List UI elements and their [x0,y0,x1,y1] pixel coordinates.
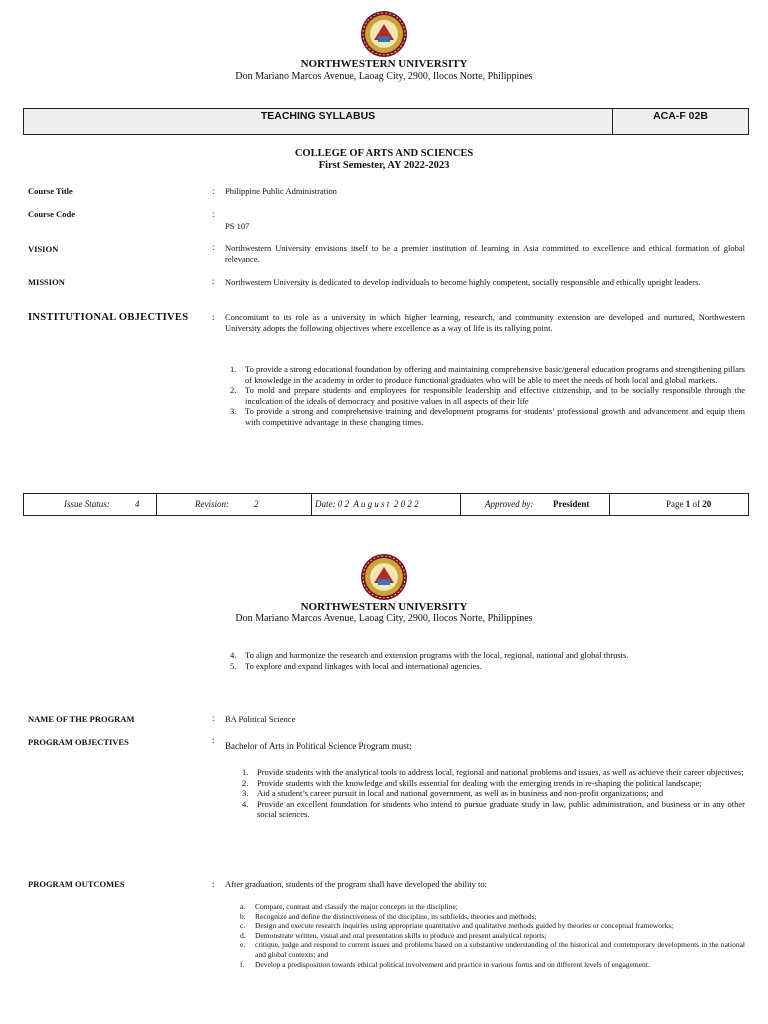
university-seal-logo [360,553,408,601]
list-item: f. Develop a predisposition towards ethical political involvement and practice in various forms and on different levels of engagement. [240,959,650,969]
list-item: a. Compare, contrast and classify the major concepts in the discipline; [240,902,458,911]
colon: : [212,209,215,219]
syllabus-header-box [23,108,749,135]
course-title-label: Course Title [28,186,73,196]
course-code-label: Course Code [28,209,75,219]
university-seal-logo [360,10,408,58]
institutional-objectives-label: INSTITUTIONAL OBJECTIVES [28,312,189,323]
institutional-objectives-intro: Concomitant to its role as a university in which higher learning, research, and community extension are developed and nurtured, Northwestern University adopts the following objectives where excellence as a way of life is its rallying point. [225,312,745,333]
list-item: 4. To align and harmonize the research and extension programs with the local, regional, national and global thrusts. [230,650,629,660]
colon: : [212,312,215,322]
colon: : [212,713,215,723]
colon: : [212,879,215,889]
document-footer [23,493,749,516]
colon: : [212,276,215,286]
colon: : [212,186,215,196]
semester-label: First Semester, AY 2022-2023 [318,160,450,171]
university-name: NORTHWESTERN UNIVERSITY [300,58,468,70]
list-item: 5. To explore and expand linkages with local and international agencies. [230,660,482,671]
issue-status-label: Issue Status: [64,499,110,509]
program-outcomes-intro: After graduation, students of the program shall have developed the ability to: [225,879,488,889]
program-objectives-label: PROGRAM OBJECTIVES [28,737,129,747]
revision-value: 2 [254,499,259,509]
date-text: Date: 0 2 A u g u s t 2 0 2 2 [315,499,419,509]
program-name-value: BA Political Science [225,714,296,724]
list-item: 3. To provide a strong and comprehensive training and development programs for students’ professional growth and advancement and equip them with competitive advantage in these changing times. [230,406,745,427]
program-outcomes-label: PROGRAM OUTCOMES [28,879,125,889]
approved-by-value: President [553,499,590,509]
list-item: d. Demonstrate written, visual and oral presentation skills to produce and present analytical reports; [240,930,547,940]
course-title-value: Philippine Public Administration [225,186,337,196]
list-item: 1. Provide students with the analytical tools to address local, regional and national problems and issues, as well as achieve their career objectives; [242,767,744,777]
college-name: COLLEGE OF ARTS AND SCIENCES [294,148,474,159]
list-item: b. Recognize and define the distinctiveness of the discipline, its subfields, theories and methods; [240,911,537,921]
colon: : [212,735,215,745]
university-address: Don Mariano Marcos Avenue, Laoag City, 2900, Ilocos Norte, Philippines [235,613,533,624]
list-item: 3. Aid a student’s career pursuit in local and national government, as well as in business and non-profit organizations; and [242,788,664,798]
approved-by-label: Approved by: [485,499,534,509]
university-name: NORTHWESTERN UNIVERSITY [300,601,468,613]
list-item: c. Design and execute research inquiries using appropriate quantitative and qualitative methods guided by theories or conceptual frameworks; [240,921,674,931]
program-outcomes-list [240,902,745,969]
document-title: TEACHING SYLLABUS [24,109,613,134]
mission-text: Northwestern University is dedicated to develop individuals to become highly competent, socially responsible and ethically upright leaders. [225,277,701,287]
vision-label: VISION [28,244,59,254]
vision-text: Northwestern University envisions itself to be a premier institution of learning in Asia committed to excellence and ethical formation of global relevance. [225,243,745,264]
university-address: Don Mariano Marcos Avenue, Laoag City, 2900, Ilocos Norte, Philippines [235,71,533,82]
program-objectives-list [242,767,745,820]
colon: : [212,242,215,252]
course-code-value: PS 107 [225,221,250,231]
list-item: 2. To mold and prepare students and employees for responsible leadership and effective citizenship, and to be socially responsible through the inculcation of the ideals of democracy and positive values in all aspects of their life [230,385,745,406]
mission-label: MISSION [28,277,65,287]
program-objectives-intro: Bachelor of Arts in Political Science Program must: [225,741,412,751]
list-item: 1. To provide a strong educational foundation by offering and maintaining comprehensive basic/general education programs and strengthening pillars of knowledge in the academy in order to produce functional graduates who will be able to meet the needs of both local and global markets. [230,364,745,385]
revision-label: Revision: [195,499,229,509]
page-number: Page 1 of 20 [666,499,712,509]
program-name-label: NAME OF THE PROGRAM [28,714,135,724]
issue-status-value: 4 [135,499,140,509]
list-item: 2. Provide students with the knowledge and skills essential for dealing with the emerging trends in re-shaping the political landscape; [242,777,702,788]
list-item: e. critique, judge and respond to current issues and problems based on a substantive understanding of the historical and contemporary developments in the national and global contexts; and [240,940,745,959]
institutional-objectives-continued [230,650,745,671]
document-code: ACA-F 02B [653,110,708,122]
institutional-objectives-list [230,364,745,427]
list-item: 4. Provide an excellent foundation for students who intend to pursue graduate study in law, public administration, and business or in any other social sciences. [242,798,745,819]
